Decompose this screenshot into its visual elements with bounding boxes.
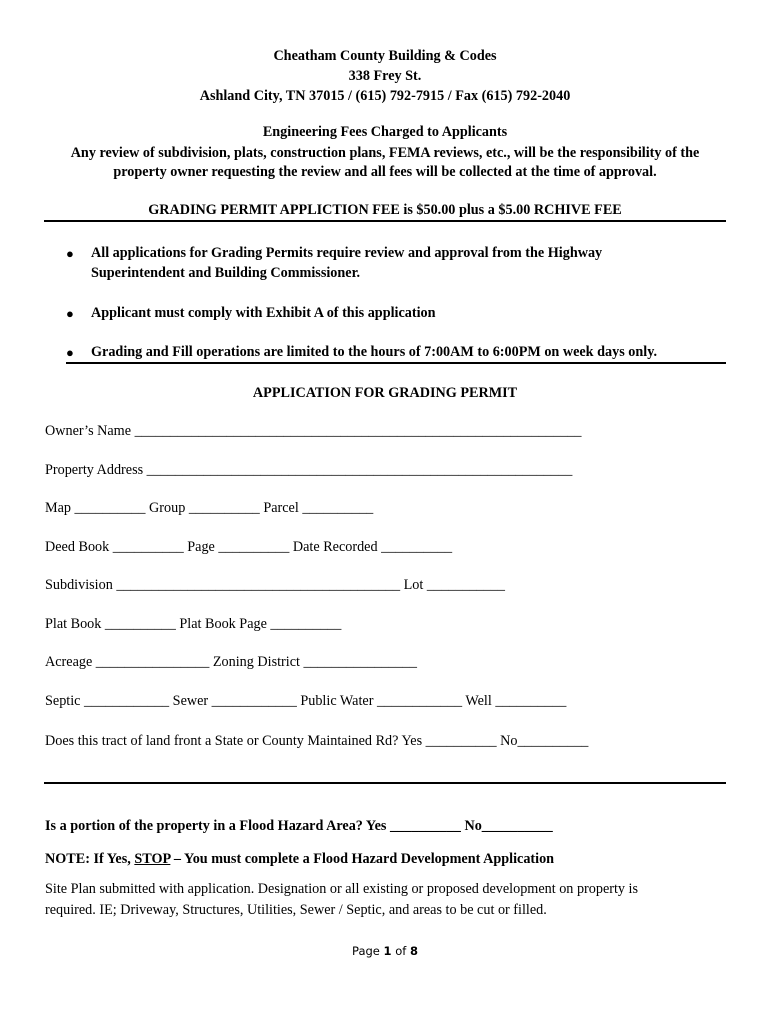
of-label: of bbox=[391, 944, 410, 958]
bullet-icon: ● bbox=[66, 306, 74, 321]
flood-hazard-question[interactable]: Is a portion of the property in a Flood Hazard Area? Yes __________ No__________ bbox=[45, 818, 553, 834]
owner-name-field[interactable]: Owner’s Name _______________________________________________________________ bbox=[45, 423, 582, 439]
road-frontage-field[interactable]: Does this tract of land front a State or County Maintained Rd? Yes __________ No__________ bbox=[45, 733, 589, 749]
plat-book-fields[interactable]: Plat Book __________ Plat Book Page __________ bbox=[45, 616, 342, 632]
fees-description-2: property owner requesting the review and all fees will be collected at the time of approval. bbox=[113, 164, 657, 180]
fees-description-1: Any review of subdivision, plats, construction plans, FEMA reviews, etc., will be the responsibility of the bbox=[70, 145, 700, 161]
bullet-2: Applicant must comply with Exhibit A of this application bbox=[91, 305, 436, 321]
flood-note-prefix: NOTE: If Yes, bbox=[45, 851, 135, 867]
bullet-icon: ● bbox=[66, 345, 74, 360]
page-total: 8 bbox=[409, 944, 418, 958]
page-footer bbox=[0, 944, 770, 958]
flood-note-stop: STOP bbox=[134, 851, 171, 867]
bullet-icon: ● bbox=[66, 246, 74, 261]
page-label: Page bbox=[352, 944, 384, 958]
map-group-parcel-fields[interactable]: Map __________ Group __________ Parcel __________ bbox=[45, 500, 374, 516]
grading-fee-text: GRADING PERMIT APPLICTION FEE is $50.00 plus a $5.00 RCHIVE FEE bbox=[148, 202, 622, 218]
form-title: APPLICATION FOR GRADING PERMIT bbox=[252, 385, 518, 401]
acreage-zoning-fields[interactable]: Acreage ________________ Zoning District ________________ bbox=[45, 654, 417, 670]
agency-contact: Ashland City, TN 37015 / (615) 792-7915 / Fax (615) 792-2040 bbox=[199, 88, 571, 104]
bullet-1-line-2: Superintendent and Building Commissioner. bbox=[91, 265, 361, 281]
subdivision-lot-fields[interactable]: Subdivision ________________________________________ Lot ___________ bbox=[45, 577, 505, 593]
divider-top bbox=[44, 220, 726, 222]
page-number: 1 bbox=[383, 944, 392, 958]
divider-bullets bbox=[66, 362, 726, 364]
utilities-fields[interactable]: Septic ____________ Sewer ____________ Public Water ____________ Well __________ bbox=[45, 693, 567, 709]
agency-street: 338 Frey St. bbox=[348, 68, 422, 84]
flood-note-suffix: – You must complete a Flood Hazard Development Application bbox=[170, 851, 555, 867]
deed-page-date-fields[interactable]: Deed Book __________ Page __________ Date Recorded __________ bbox=[45, 539, 453, 555]
site-plan-text-1: Site Plan submitted with application. Designation or all existing or proposed development on property is bbox=[45, 881, 639, 897]
agency-name: Cheatham County Building & Codes bbox=[273, 48, 497, 64]
property-address-field[interactable]: Property Address ____________________________________________________________ bbox=[45, 462, 573, 478]
bullet-3: Grading and Fill operations are limited to the hours of 7:00AM to 6:00PM on week days only. bbox=[91, 344, 658, 360]
bullet-1-line-1: All applications for Grading Permits require review and approval from the Highway bbox=[91, 245, 603, 261]
divider-form bbox=[44, 782, 726, 784]
site-plan-text-2: required. IE; Driveway, Structures, Utilities, Sewer / Septic, and areas to be cut or filled. bbox=[45, 902, 547, 918]
flood-note bbox=[45, 851, 554, 868]
fees-title: Engineering Fees Charged to Applicants bbox=[262, 124, 508, 140]
